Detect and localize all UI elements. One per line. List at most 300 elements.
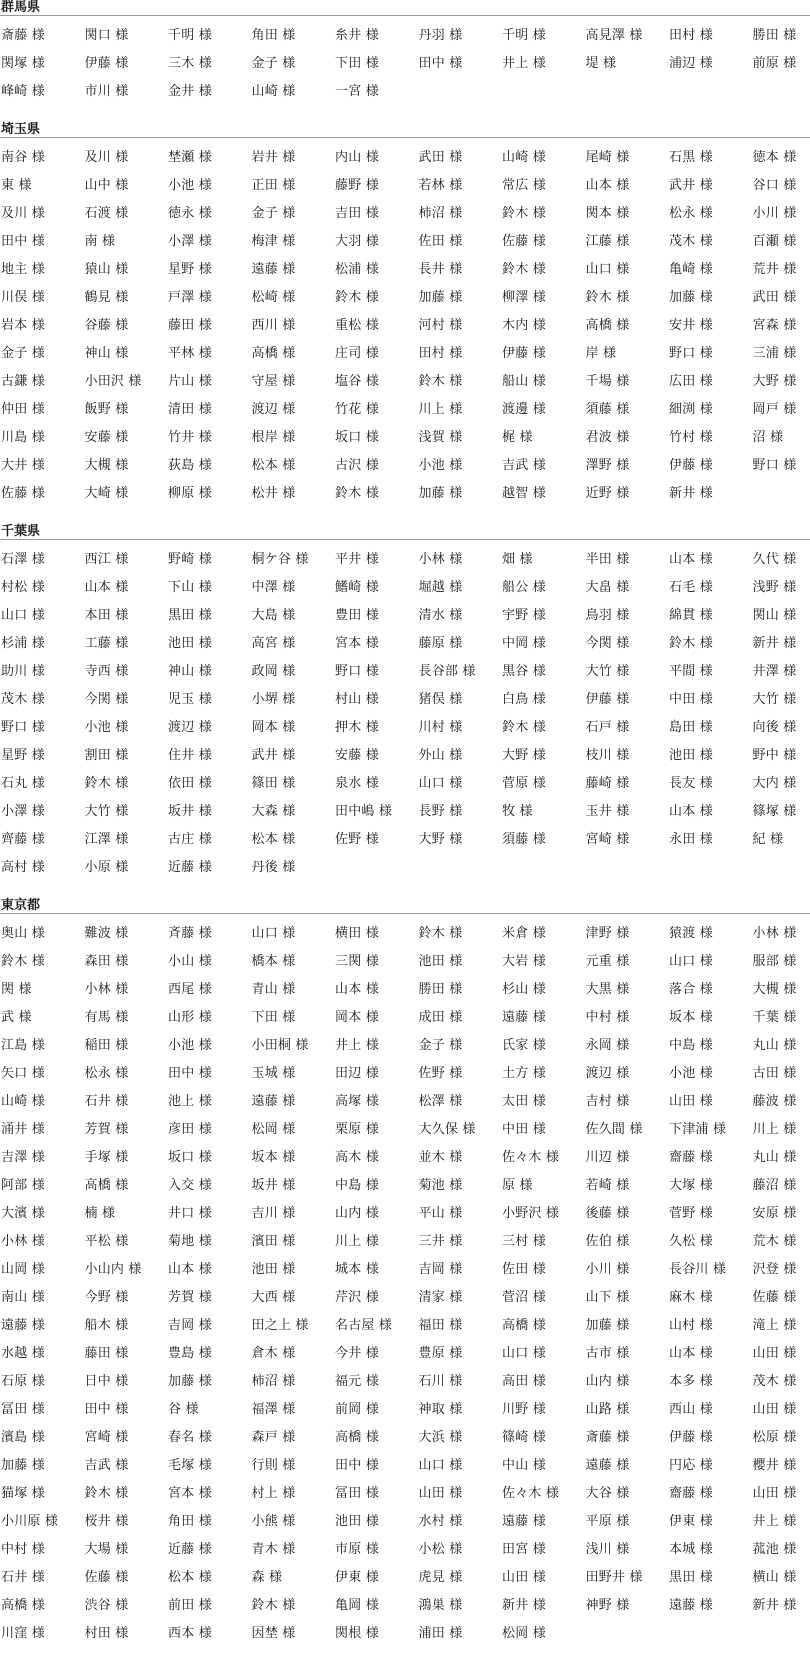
- donor-name: 森 様: [251, 1570, 283, 1585]
- donor-name: 佐久間 様: [585, 1122, 643, 1137]
- donor-name: 吉武 様: [502, 458, 546, 473]
- donor-name: 山口 様: [1, 608, 45, 623]
- donor-name: 川村 様: [418, 720, 463, 735]
- donor-name: 星野 様: [1, 748, 45, 763]
- donor-name: 長野 様: [418, 804, 463, 819]
- donor-name: 峰崎 様: [1, 84, 45, 99]
- donor-name: 金子 様: [418, 1038, 463, 1053]
- donor-name: 澤野 様: [585, 458, 630, 473]
- donor-name: 松永 様: [84, 1066, 129, 1081]
- donor-name: 高橋 様: [585, 318, 630, 333]
- donor-name: 小熊 様: [251, 1514, 296, 1529]
- donor-name: 柳原 様: [168, 486, 212, 501]
- donor-name: 大羽 様: [335, 234, 379, 249]
- donor-name: 仲田 様: [1, 402, 45, 417]
- donor-name: 浅川 様: [585, 1542, 630, 1557]
- donor-name: 菅野 様: [669, 1206, 713, 1221]
- donor-name: 鈴木 様: [251, 1598, 296, 1613]
- prefecture-section: [0, 524, 810, 888]
- donor-name: 鈴木 様: [502, 206, 546, 221]
- donor-name: 本多 様: [669, 1374, 713, 1389]
- donor-name: 今関 様: [84, 692, 129, 707]
- donor-name: 山田 様: [669, 1094, 713, 1109]
- donor-name: 松澤 様: [418, 1094, 463, 1109]
- donor-name: 佐野 様: [418, 1066, 463, 1081]
- donor-name: 船木 様: [84, 1318, 129, 1333]
- donor-name: 小野沢 様: [502, 1206, 560, 1221]
- donor-name: 高村 様: [1, 860, 45, 875]
- donor-name: 島田 様: [669, 720, 713, 735]
- donor-name: 大畠 様: [585, 580, 630, 595]
- donor-name: 松本 様: [251, 832, 296, 847]
- donor-name: 太田 様: [502, 1094, 546, 1109]
- donor-name: 佐藤 様: [1, 486, 45, 501]
- donor-name: 鰭崎 様: [335, 580, 379, 595]
- donor-name: 遠藤 様: [251, 262, 296, 277]
- donor-name: 沢登 様: [752, 1262, 797, 1277]
- donor-name: 大野 様: [752, 374, 797, 389]
- donor-name: 長井 様: [418, 262, 463, 277]
- donor-name: 白鳥 様: [502, 692, 546, 707]
- donor-name: 福澤 様: [251, 1402, 296, 1417]
- donor-name: 中田 様: [669, 692, 713, 707]
- donor-name: 大岩 様: [502, 954, 546, 969]
- donor-name: 橋本 様: [251, 954, 296, 969]
- donor-name: 原 様: [502, 1178, 533, 1193]
- donor-name: 泉水 様: [335, 776, 379, 791]
- name-grid: [0, 914, 810, 1654]
- donor-name: 川窪 様: [1, 1626, 45, 1641]
- donor-name: 服部 様: [752, 954, 797, 969]
- donor-name: 齊藤 様: [1, 832, 45, 847]
- donor-name: 小山内 様: [84, 1262, 142, 1277]
- donor-name: 大久保 様: [418, 1122, 476, 1137]
- donor-name: 勝田 様: [752, 28, 797, 43]
- donor-name: 井上 様: [752, 1514, 797, 1529]
- donor-name: 前岡 様: [335, 1402, 379, 1417]
- donor-name: 浦辺 様: [669, 56, 713, 71]
- donor-name: 井澤 様: [752, 664, 797, 679]
- donor-name: 下田 様: [251, 1010, 296, 1025]
- donor-name: 本田 様: [84, 608, 129, 623]
- donor-name: 斉藤 様: [168, 926, 212, 941]
- donor-name: 千葉 様: [752, 1010, 797, 1025]
- donor-name: 徳永 様: [168, 206, 212, 221]
- donor-name: 菊地 様: [168, 1234, 212, 1249]
- donor-name: 古庄 様: [168, 832, 212, 847]
- donor-name: 池田 様: [251, 1262, 296, 1277]
- donor-name: 猿山 様: [84, 262, 129, 277]
- donor-name: 行則 様: [251, 1458, 296, 1473]
- donor-name: 加藤 様: [585, 1318, 630, 1333]
- donor-name: 今野 様: [84, 1290, 129, 1305]
- donor-name: 小澤 様: [1, 804, 45, 819]
- donor-name: 齋藤 様: [669, 1486, 713, 1501]
- donor-name: 涌井 様: [1, 1122, 45, 1137]
- donor-name: 麻木 様: [669, 1290, 713, 1305]
- donor-name: 丸山 様: [752, 1038, 797, 1053]
- donor-name: 齋藤 様: [669, 1150, 713, 1165]
- donor-name: 鈴木 様: [84, 1486, 129, 1501]
- donor-name: 円応 様: [669, 1458, 713, 1473]
- donor-name: 津野 様: [585, 926, 630, 941]
- donor-name: 渋谷 様: [84, 1598, 129, 1613]
- donor-name: 村田 様: [84, 1626, 129, 1641]
- donor-name: 亀崎 様: [669, 262, 713, 277]
- donor-name: 横田 様: [335, 926, 379, 941]
- donor-name: 野崎 様: [168, 552, 212, 567]
- donor-name: 小田沢 様: [84, 374, 142, 389]
- donor-name: 君波 様: [585, 430, 630, 445]
- donor-name: 神山 様: [84, 346, 129, 361]
- donor-name: 山口 様: [251, 926, 296, 941]
- donor-name: 田宮 様: [502, 1542, 546, 1557]
- donor-name: 竹井 様: [168, 430, 212, 445]
- donor-name: 古沢 様: [335, 458, 379, 473]
- donor-name: 鈴木 様: [585, 290, 630, 305]
- donor-name: 高橋 様: [502, 1318, 546, 1333]
- donor-name: 冨田 様: [335, 1486, 379, 1501]
- donor-name: 半田 様: [585, 552, 630, 567]
- donor-name: 篠塚 様: [752, 804, 797, 819]
- donor-name: 山田 様: [418, 1486, 463, 1501]
- donor-name: 金井 様: [168, 84, 212, 99]
- donor-name: 高橋 様: [251, 346, 296, 361]
- donor-name: 滝上 様: [752, 1318, 797, 1333]
- donor-name: 矢口 様: [1, 1066, 45, 1081]
- donor-name: 佐藤 様: [502, 234, 546, 249]
- donor-name: 伊藤 様: [669, 458, 713, 473]
- donor-name: 江島 様: [1, 1038, 45, 1053]
- donor-name: 角田 様: [168, 1514, 212, 1529]
- donor-name: 池田 様: [418, 954, 463, 969]
- donor-name: 田中 様: [1, 234, 45, 249]
- donor-name: 平松 様: [84, 1234, 129, 1249]
- donor-name: 遠藤 様: [251, 1094, 296, 1109]
- donor-name: 小澤 様: [168, 234, 212, 249]
- donor-name: 池上 様: [168, 1094, 212, 1109]
- donor-name: 大崎 様: [84, 486, 129, 501]
- donor-name: 小川 様: [585, 1262, 630, 1277]
- donor-name: 高見澤 様: [585, 28, 643, 43]
- donor-name: 福元 様: [335, 1374, 379, 1389]
- donor-name: 江澤 様: [84, 832, 129, 847]
- donor-name: 南谷 様: [1, 150, 45, 165]
- donor-name: 細渕 様: [669, 402, 713, 417]
- donor-name: 水越 様: [1, 1346, 45, 1361]
- donor-name: 野口 様: [335, 664, 379, 679]
- donor-name: 徳本 様: [752, 150, 797, 165]
- donor-name: 関本 様: [585, 206, 630, 221]
- donor-name: 虎見 様: [418, 1570, 463, 1585]
- donor-name: 関根 様: [335, 1626, 379, 1641]
- donor-name: 坂井 様: [168, 804, 212, 819]
- donor-name: 堀越 様: [418, 580, 463, 595]
- donor-name: 亀岡 様: [335, 1598, 379, 1613]
- donor-name: 大塚 様: [669, 1178, 713, 1193]
- donor-name: 日中 様: [84, 1374, 129, 1389]
- donor-name: 中澤 様: [251, 580, 296, 595]
- donor-name: 近野 様: [585, 486, 630, 501]
- donor-name: 篠崎 様: [502, 1430, 546, 1445]
- donor-name: 谷口 様: [752, 178, 797, 193]
- donor-name: 岩本 様: [1, 318, 45, 333]
- donor-name: 春名 様: [168, 1430, 212, 1445]
- donor-name: 千場 様: [585, 374, 630, 389]
- donor-name: 稲田 様: [84, 1038, 129, 1053]
- donor-name: 松永 様: [669, 206, 713, 221]
- donor-name: 神取 様: [418, 1402, 463, 1417]
- donor-name: 荒木 様: [752, 1234, 797, 1249]
- donor-name: 南山 様: [1, 1290, 45, 1305]
- donor-name: 柿沼 様: [418, 206, 463, 221]
- donor-name: 難波 様: [84, 926, 129, 941]
- donor-name: 中山 様: [502, 1458, 546, 1473]
- donor-name: 岩井 様: [251, 150, 296, 165]
- donor-name: 斎藤 様: [585, 1430, 630, 1445]
- donor-name: 工藤 様: [84, 636, 129, 651]
- donor-name: 鴻巣 様: [418, 1598, 463, 1613]
- prefecture-heading: 千葉県: [0, 524, 810, 540]
- donor-name: 有馬 様: [84, 1010, 129, 1025]
- donor-name: 伊藤 様: [669, 1430, 713, 1445]
- donor-name: 岡本 様: [335, 1010, 379, 1025]
- prefecture-heading: 東京都: [0, 898, 810, 914]
- donor-name: 重松 様: [335, 318, 379, 333]
- donor-name: 外山 様: [418, 748, 463, 763]
- donor-name: 斎藤 様: [1, 28, 45, 43]
- donor-name: 柿沼 様: [251, 1374, 296, 1389]
- donor-name: 前原 様: [752, 56, 797, 71]
- donor-name: 小田桐 様: [251, 1038, 309, 1053]
- donor-name: 毛塚 様: [168, 1458, 212, 1473]
- donor-name: 遠藤 様: [502, 1514, 546, 1529]
- donor-name: 若林 様: [418, 178, 463, 193]
- donor-name: 手塚 様: [84, 1150, 129, 1165]
- donor-name: 寺西 様: [84, 664, 129, 679]
- donor-name: 政岡 様: [251, 664, 296, 679]
- name-grid: [0, 138, 810, 514]
- donor-name: 佐藤 様: [752, 1290, 797, 1305]
- donor-name: 前田 様: [168, 1598, 212, 1613]
- donor-name: 清水 様: [418, 608, 463, 623]
- donor-name: 川島 様: [1, 430, 45, 445]
- donor-name: 本城 様: [669, 1542, 713, 1557]
- donor-name: 大浜 様: [418, 1430, 463, 1445]
- donor-name: 松原 様: [752, 1430, 797, 1445]
- donor-name: 三木 様: [168, 56, 212, 71]
- donor-name: 渡辺 様: [585, 1066, 630, 1081]
- donor-name: 松岡 様: [502, 1626, 546, 1641]
- donor-name: 名古屋 様: [335, 1318, 393, 1333]
- donor-name: 宮崎 様: [585, 832, 630, 847]
- donor-name: 米倉 様: [502, 926, 546, 941]
- donor-name: 平間 様: [669, 664, 713, 679]
- donor-name: 鈴木 様: [1, 954, 45, 969]
- donor-name: 大野 様: [418, 832, 463, 847]
- donor-name: 久代 様: [752, 552, 797, 567]
- donor-name: 山口 様: [502, 1346, 546, 1361]
- donor-name: 金子 様: [1, 346, 45, 361]
- donor-name: 山本 様: [669, 1346, 713, 1361]
- donor-name: 清田 様: [168, 402, 212, 417]
- donor-name: 中島 様: [335, 1178, 379, 1193]
- donor-name: 綿貫 様: [669, 608, 713, 623]
- donor-name: 久松 様: [669, 1234, 713, 1249]
- donor-name: 山口 様: [669, 954, 713, 969]
- donor-name: 大西 様: [251, 1290, 296, 1305]
- donor-name: 山路 様: [585, 1402, 630, 1417]
- donor-name: 一宮 様: [335, 84, 379, 99]
- donor-name: 土方 様: [502, 1066, 546, 1081]
- donor-name: 江藤 様: [585, 234, 630, 249]
- donor-name: 岡戸 様: [752, 402, 797, 417]
- donor-name: 須藤 様: [585, 402, 630, 417]
- donor-name: 茂木 様: [1, 692, 45, 707]
- donor-name: 猪俣 様: [418, 692, 463, 707]
- donor-name: 山崎 様: [251, 84, 296, 99]
- donor-name: 川上 様: [335, 1234, 379, 1249]
- donor-name: 武田 様: [418, 150, 463, 165]
- donor-name: 西江 様: [84, 552, 129, 567]
- donor-name: 中村 様: [1, 1542, 45, 1557]
- donor-name: 関山 様: [752, 608, 797, 623]
- donor-name: 高橋 様: [1, 1598, 45, 1613]
- donor-name: 濱田 様: [251, 1234, 296, 1249]
- donor-name: 新井 様: [502, 1598, 546, 1613]
- donor-name: 佐藤 様: [84, 1570, 129, 1585]
- donor-name: 野中 様: [752, 748, 797, 763]
- donor-name: 山本 様: [669, 552, 713, 567]
- donor-name: 田中 様: [418, 56, 463, 71]
- donor-name: 豊島 様: [168, 1346, 212, 1361]
- donor-name: 櫻井 様: [752, 1458, 797, 1473]
- donor-name: 神野 様: [585, 1598, 630, 1613]
- donor-name: 吉武 様: [84, 1458, 129, 1473]
- donor-name: 児玉 様: [168, 692, 212, 707]
- donor-name: 浅野 様: [752, 580, 797, 595]
- donor-name: 勝田 様: [418, 982, 463, 997]
- donor-name: 小池 様: [168, 178, 212, 193]
- donor-name: 伊藤 様: [84, 56, 129, 71]
- donor-name: 枝川 様: [585, 748, 630, 763]
- donor-name: 黒谷 様: [502, 664, 546, 679]
- donor-name: 藤波 様: [752, 1094, 797, 1109]
- donor-name: 藤原 様: [418, 636, 463, 651]
- donor-name: 常広 様: [502, 178, 546, 193]
- donor-name: 西山 様: [669, 1402, 713, 1417]
- donor-name: 水村 様: [418, 1514, 463, 1529]
- donor-name: 山本 様: [669, 804, 713, 819]
- donor-name: 船山 様: [502, 374, 546, 389]
- donor-name: 佐伯 様: [585, 1234, 630, 1249]
- donor-name: 鈴木 様: [335, 486, 379, 501]
- donor-name: 吉岡 様: [168, 1318, 212, 1333]
- donor-name: 塩谷 様: [335, 374, 379, 389]
- donor-name: 栗原 様: [335, 1122, 379, 1137]
- donor-name: 石黒 様: [669, 150, 713, 165]
- donor-name: 山田 様: [752, 1486, 797, 1501]
- donor-name: 竹花 様: [335, 402, 379, 417]
- donor-name: 佐田 様: [502, 1262, 546, 1277]
- donor-name: 山本 様: [335, 982, 379, 997]
- donor-name: 及川 様: [1, 206, 45, 221]
- donor-name: 埜瀬 様: [168, 150, 212, 165]
- donor-name: 市川 様: [84, 84, 129, 99]
- donor-name: 紀 様: [752, 832, 784, 847]
- donor-name: 内山 様: [335, 150, 379, 165]
- donor-name: 佐々木 様: [502, 1486, 560, 1501]
- donor-name: 山内 様: [585, 1374, 630, 1389]
- donor-name: 池田 様: [168, 636, 212, 651]
- donor-name: 野口 様: [669, 346, 713, 361]
- donor-name: 大竹 様: [585, 664, 630, 679]
- donor-name: 田野井 様: [585, 1570, 643, 1585]
- donor-name: 芳賀 様: [84, 1122, 129, 1137]
- donor-name: 高橋 様: [84, 1178, 129, 1193]
- donor-name: 武田 様: [752, 290, 797, 305]
- donor-name: 猿渡 様: [669, 926, 713, 941]
- donor-name: 森戸 様: [251, 1430, 296, 1445]
- donor-name: 茂木 様: [669, 234, 713, 249]
- prefecture-section: [0, 122, 810, 514]
- donor-name: 松浦 様: [335, 262, 379, 277]
- donor-name: 菅原 様: [502, 776, 546, 791]
- donor-name: 大竹 様: [752, 692, 797, 707]
- donor-name: 正田 様: [251, 178, 296, 193]
- donor-name: 渡邊 様: [502, 402, 546, 417]
- donor-name: 百瀬 様: [752, 234, 797, 249]
- donor-name: 因埜 様: [251, 1626, 296, 1641]
- donor-name: 坂本 様: [669, 1010, 713, 1025]
- donor-name: 芹沢 様: [335, 1290, 379, 1305]
- donor-name: 平林 様: [168, 346, 212, 361]
- donor-name: 大森 様: [251, 804, 296, 819]
- donor-name: 山本 様: [585, 178, 630, 193]
- donor-name: 三浦 様: [752, 346, 797, 361]
- donor-name: 松本 様: [168, 1570, 212, 1585]
- donor-name: 松岡 様: [251, 1122, 296, 1137]
- donor-name: 千明 様: [502, 28, 546, 43]
- donor-name: 杉山 様: [502, 982, 546, 997]
- donor-name: 田中 様: [335, 1458, 379, 1473]
- donor-name: 平井 様: [335, 552, 379, 567]
- donor-name: 古田 様: [752, 1066, 797, 1081]
- donor-name: 桜井 様: [84, 1514, 129, 1529]
- donor-name: 山崎 様: [1, 1094, 45, 1109]
- donor-name: 村山 様: [335, 692, 379, 707]
- donor-name: 荻島 様: [168, 458, 212, 473]
- donor-name: 及川 様: [84, 150, 129, 165]
- donor-name: 助川 様: [1, 664, 45, 679]
- donor-name: 長谷部 様: [418, 664, 476, 679]
- donor-name: 庄司 様: [335, 346, 379, 361]
- donor-name: 河村 様: [418, 318, 463, 333]
- donor-name: 伊藤 様: [502, 346, 546, 361]
- donor-name: 大黒 様: [585, 982, 630, 997]
- donor-name: 青山 様: [251, 982, 296, 997]
- donor-name: 鈴木 様: [418, 926, 463, 941]
- donor-name: 鈴木 様: [84, 776, 129, 791]
- donor-name: 向後 様: [752, 720, 797, 735]
- donor-name: 藤田 様: [84, 1346, 129, 1361]
- donor-name: 木内 様: [502, 318, 546, 333]
- donor-name: 鈴木 様: [502, 720, 546, 735]
- donor-name: 三村 様: [502, 1234, 546, 1249]
- donor-name: 小林 様: [1, 1234, 45, 1249]
- donor-name: 加藤 様: [1, 1458, 45, 1473]
- donor-name: 坂口 様: [168, 1150, 212, 1165]
